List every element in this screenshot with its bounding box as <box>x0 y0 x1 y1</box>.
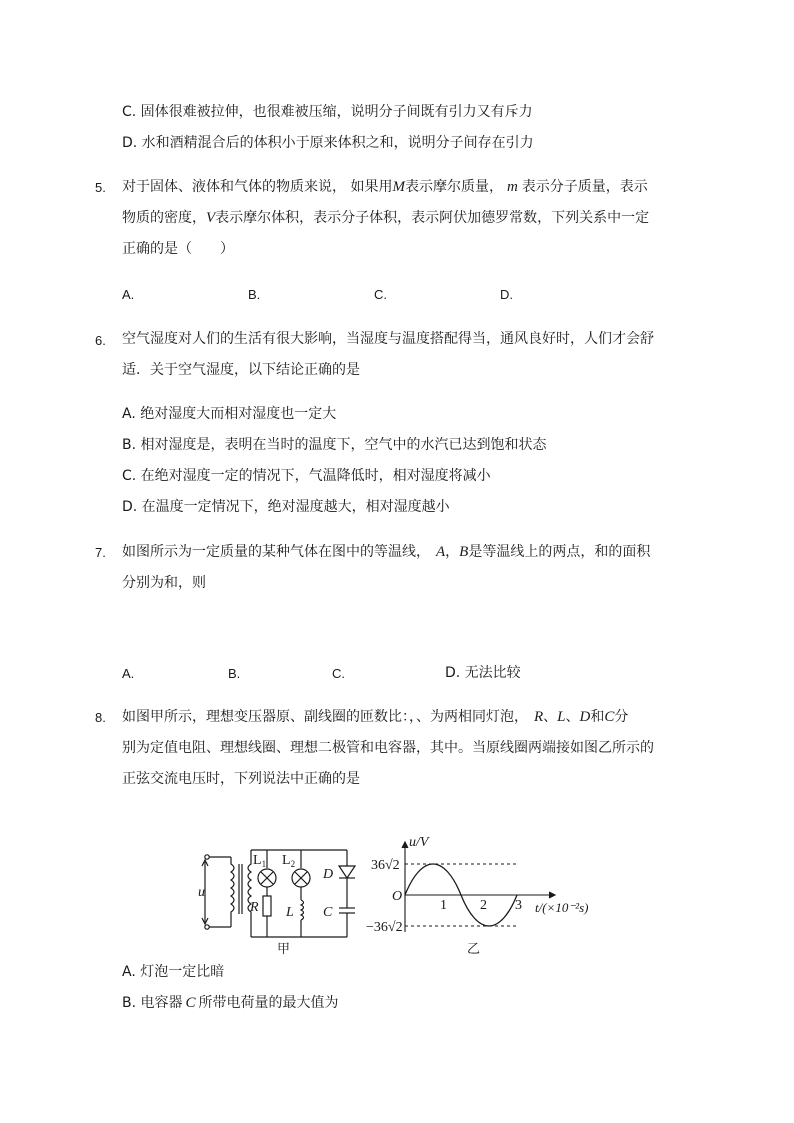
q7-option-a: A. <box>122 666 135 681</box>
primary-coil <box>231 857 234 927</box>
inductor-l <box>301 900 304 920</box>
q4-option-d: D. 水和酒精混合后的体积小于原来体积之和，说明分子间存在引力 <box>122 135 534 151</box>
y-min-label: −36√2 <box>366 920 403 935</box>
q8-option-b: B. 电容器 C 所带电荷量的最大值为 <box>122 995 339 1011</box>
voltage-graph <box>402 842 555 932</box>
q5-option-d: D. <box>500 287 513 302</box>
q5-option-b: B. <box>248 287 261 302</box>
q8-figure <box>195 832 615 962</box>
label-c: C <box>323 905 333 920</box>
label-l2: $L_2$ <box>282 853 296 869</box>
secondary-coil <box>248 850 251 937</box>
caption-yi: 乙 <box>467 941 481 956</box>
q6-option-c: C. 在绝对湿度一定的情况下，气温降低时，相对湿度将减小 <box>122 468 491 484</box>
q6-stem-line-2: 适．关于空气湿度，以下结论正确的是 <box>122 362 360 378</box>
diode-d <box>339 866 355 878</box>
resistor-r <box>263 896 271 916</box>
q8-stem-line-3: 正弦交流电压时，下列说法中正确的是 <box>122 771 360 787</box>
q8-option-a: A. 灯泡一定比暗 <box>122 964 225 980</box>
x-axis-label: t/(×10⁻²s) <box>535 900 589 915</box>
q5-stem-line-1: 对于固体、液体和气体的物质来说， 如果用M表示摩尔质量， m 表示分子质量，表示 <box>122 179 648 195</box>
caption-jia: 甲 <box>277 941 291 956</box>
q5-stem-line-2: 物质的密度，V表示摩尔体积，表示分子体积，表示阿伏加德罗常数，下列关系中一定 <box>122 210 650 226</box>
q4-option-c: C. 固体很难被拉伸，也很难被压缩，说明分子间既有引力又有斥力 <box>122 104 533 120</box>
x-tick-3: 3 <box>515 898 522 913</box>
q7-number: 7. <box>95 545 106 560</box>
label-d: D <box>323 867 334 882</box>
q5-option-c: C. <box>374 287 387 302</box>
x-tick-1: 1 <box>440 898 447 913</box>
y-max-label: 36√2 <box>371 858 400 873</box>
q5-option-a: A. <box>122 287 135 302</box>
q6-number: 6. <box>95 333 106 348</box>
q5-stem-line-3: 正确的是（ ） <box>122 241 234 257</box>
origin-label: O <box>392 889 403 904</box>
q7-stem-line-1: 如图所示为一定质量的某种气体在图中的等温线， A，B是等温线上的两点，和的面积 <box>122 544 651 560</box>
label-l: L <box>286 905 294 920</box>
q8-number: 8. <box>95 710 106 725</box>
q6-stem-line-1: 空气湿度对人们的生活有很大影响，当湿度与温度搭配得当，通风良好时，人们才会舒 <box>122 331 654 347</box>
x-tick-2: 2 <box>480 898 487 913</box>
circuit-diagram <box>202 850 355 937</box>
y-axis-label: u/V <box>409 835 429 850</box>
q7-option-b: B. <box>228 666 241 681</box>
q8-stem-line-1: 如图甲所示，理想变压器原、副线圈的匝数比：，、为两相同灯泡， R、L、D和C分 <box>122 709 629 725</box>
label-l1: $L_1$ <box>253 853 267 869</box>
q5-number: 5. <box>95 180 106 195</box>
q8-stem-line-2: 别为定值电阻、理想线圈、理想二极管和电容器，其中。当原线圈两端接如图乙所示的 <box>122 740 654 756</box>
q7-option-c: C. <box>332 666 345 681</box>
q6-option-a: A. 绝对湿度大而相对湿度也一定大 <box>122 406 337 422</box>
label-r: R <box>250 900 259 915</box>
q6-option-d: D. 在温度一定情况下，绝对湿度越大，相对湿度越小 <box>122 499 450 515</box>
q7-option-d: D. 无法比较 <box>445 665 521 681</box>
q6-option-b: B. 相对湿度是，表明在当时的温度下，空气中的水汽已达到饱和状态 <box>122 437 547 453</box>
label-u: u <box>198 885 205 900</box>
q7-stem-line-2: 分别为和，则 <box>122 575 206 591</box>
